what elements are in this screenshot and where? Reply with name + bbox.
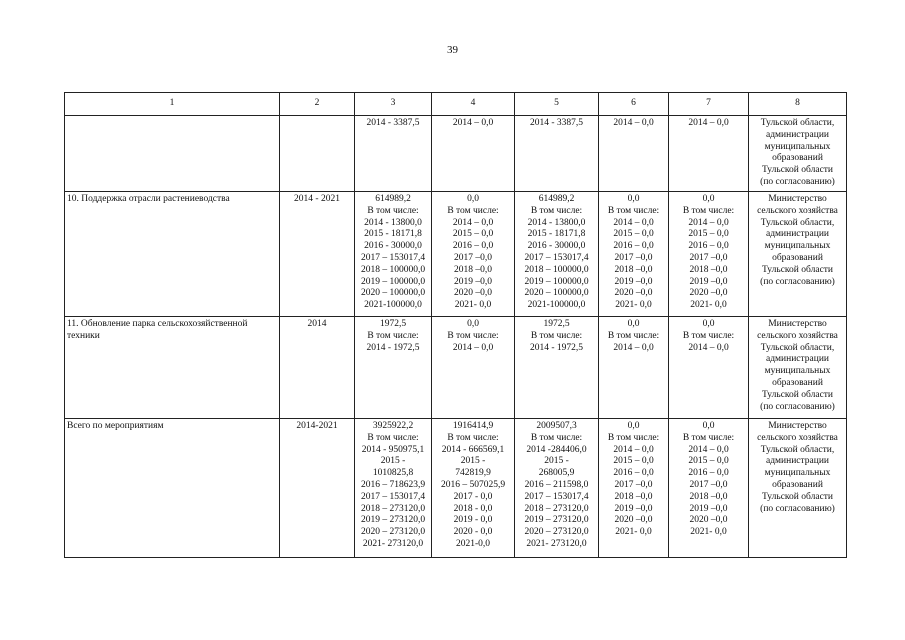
funding-line: 2014 - 13800,0: [527, 217, 586, 228]
funding-line: В том числе:: [682, 205, 735, 216]
responsible-line: образований: [772, 252, 823, 263]
funding-line: 2014 – 0,0: [688, 217, 729, 228]
funding-line: 2020 –0,0: [454, 288, 492, 299]
period-cell: [280, 419, 355, 558]
activity-name-cell: [65, 116, 280, 192]
responsible-cell: [749, 317, 847, 419]
page-number: 39: [447, 44, 458, 56]
funding-line: 2015 – 0,0: [688, 229, 729, 240]
funding-line: В том числе:: [367, 330, 419, 341]
funding-line: 2021-100000,0: [527, 300, 586, 311]
funding-line: 2015 - 18171,8: [527, 229, 586, 240]
funding-line: 2015 – 0,0: [452, 229, 494, 240]
funding-line: 0,0: [702, 319, 715, 329]
funding-line: 2014 – 0,0: [688, 444, 729, 455]
funding-line: В том числе:: [447, 432, 499, 443]
funding-line: 0,0: [627, 319, 640, 329]
funding-line: 2021- 0,0: [690, 527, 727, 538]
funding-line: 2017 – 153017,4: [360, 491, 426, 502]
funding-cell: [355, 317, 432, 419]
funding-line: В том числе:: [447, 330, 499, 341]
funding-line: 2020 – 100000,0: [524, 288, 589, 299]
responsible-line: муниципальных: [764, 366, 831, 377]
funding-line: 0,0: [627, 421, 640, 431]
responsible-line: Тульской области: [761, 264, 834, 275]
funding-line: 2015 – 0,0: [613, 456, 654, 467]
funding-cell: [599, 317, 669, 419]
funding-line: 2015 - 18171,8: [364, 229, 422, 240]
funding-line: 2019 –0,0: [689, 503, 728, 514]
funding-line: 2020 – 100000,0: [360, 288, 426, 299]
funding-line: 2017 –0,0: [689, 479, 728, 490]
activity-name: 11. Обновление парка сельскохозяйственной техники: [67, 319, 248, 341]
funding-cell: [432, 192, 515, 317]
funding-line: 2021- 273120,0: [526, 538, 587, 549]
funding-line: 2018 –0,0: [614, 264, 653, 275]
funding-line: 2014 - 666569,1: [441, 444, 505, 455]
funding-line: 2019 –0,0: [614, 503, 653, 514]
period-cell: [280, 317, 355, 419]
funding-cell: [432, 419, 515, 558]
funding-line: 2014 – 0,0: [613, 217, 654, 228]
funding-line: 2020 –0,0: [614, 288, 653, 299]
responsible-line: (по согласованию): [760, 276, 835, 287]
funding-line: 2014 – 0,0: [613, 444, 654, 455]
funding-line: 2020 - 0,0: [453, 527, 493, 538]
funding-line: В том числе:: [447, 205, 499, 216]
funding-line: 2009507,3: [536, 421, 577, 431]
header-cell: 1: [65, 93, 280, 116]
funding-line: 2016 - 30000,0: [527, 241, 586, 252]
responsible-line: (по согласованию): [760, 401, 835, 412]
funding-line: 2018 – 100000,0: [360, 264, 426, 275]
funding-line: 0,0: [627, 194, 640, 204]
period-cell: [280, 192, 355, 317]
funding-line: 2018 – 273120,0: [360, 503, 426, 514]
funding-line: В том числе:: [530, 205, 583, 216]
funding-line: 2014 -284406,0: [526, 444, 587, 455]
responsible-line: сельского хозяйства: [757, 205, 838, 216]
funding-line: 2018 –0,0: [689, 491, 728, 502]
period-cell: [280, 116, 355, 192]
funding-line: 0,0: [702, 421, 715, 431]
funding-line: 1972,5: [379, 319, 407, 329]
funding-line: 2016 – 0,0: [452, 241, 494, 252]
funding-cell: [515, 317, 599, 419]
funding-line: В том числе:: [530, 432, 583, 443]
responsible-line: образований: [772, 153, 823, 164]
funding-line: 2019 –0,0: [454, 276, 492, 287]
funding-line: В том числе:: [607, 205, 660, 216]
funding-line: 2020 –0,0: [614, 515, 653, 526]
funding-line: 2020 – 273120,0: [524, 527, 589, 538]
table-row: [65, 419, 847, 558]
responsible-line: муниципальных: [764, 141, 831, 152]
funding-line: 2014 – 0,0: [452, 217, 494, 228]
funding-line: 614989,2: [375, 194, 411, 204]
responsible-line: Тульской области: [761, 389, 834, 400]
responsible-line: Тульской области,: [760, 118, 835, 128]
activity-name-cell: [65, 419, 280, 558]
funding-line: 2021- 0,0: [615, 300, 652, 311]
header-cell: 7: [669, 93, 749, 116]
responsible-line: администрации: [765, 456, 830, 467]
funding-line: 2014 – 0,0: [613, 118, 654, 128]
funding-line: 2016 – 0,0: [688, 241, 729, 252]
responsible-line: Тульской области,: [760, 217, 835, 228]
responsible-line: Тульской области,: [760, 342, 835, 353]
funding-line: 2017 –0,0: [614, 252, 653, 263]
funding-cell: [355, 192, 432, 317]
period-value: 2014 - 2021: [294, 194, 340, 204]
funding-line: 1916414,9: [452, 421, 494, 431]
funding-line: 742819,9: [455, 468, 491, 479]
budget-table: [64, 92, 847, 558]
funding-line: 2017 – 153017,4: [360, 252, 426, 263]
header-cell: 8: [749, 93, 847, 116]
funding-cell: [599, 116, 669, 192]
funding-line: 2019 – 273120,0: [524, 515, 589, 526]
funding-line: 2016 – 718623,9: [360, 479, 426, 490]
funding-line: 1010825,8: [372, 468, 414, 479]
activity-name: Всего по мероприятиям: [67, 421, 164, 431]
responsible-line: сельского хозяйства: [757, 330, 838, 341]
funding-line: 2017 –0,0: [454, 252, 492, 263]
header-cell: 4: [432, 93, 515, 116]
funding-cell: [669, 419, 749, 558]
funding-line: 2019 – 273120,0: [360, 515, 426, 526]
funding-cell: [669, 317, 749, 419]
funding-cell: [599, 192, 669, 317]
funding-line: 2014 - 3387,5: [529, 118, 584, 128]
funding-line: 2021- 0,0: [454, 300, 492, 311]
responsible-line: образований: [772, 377, 823, 388]
funding-line: 2017 –0,0: [614, 479, 653, 490]
funding-line: 2018 - 0,0: [453, 503, 493, 514]
funding-line: 2016 – 0,0: [688, 468, 729, 479]
funding-line: 2017 – 153017,4: [524, 491, 589, 502]
funding-line: 2014 - 950975,1: [361, 444, 425, 455]
header-cell: 5: [515, 93, 599, 116]
funding-line: 2016 – 507025,9: [440, 479, 506, 490]
funding-line: 268005,9: [538, 468, 575, 479]
funding-line: 2018 –0,0: [454, 264, 492, 275]
funding-line: 614989,2: [538, 194, 575, 204]
responsible-line: сельского хозяйства: [757, 432, 838, 443]
funding-line: 2016 – 0,0: [613, 468, 654, 479]
funding-line: 3925922,2: [372, 421, 414, 431]
responsible-line: Тульской области,: [760, 444, 835, 455]
funding-line: 2017 – 153017,4: [524, 252, 589, 263]
responsible-line: образований: [772, 479, 823, 490]
funding-cell: [432, 317, 515, 419]
responsible-line: муниципальных: [764, 241, 831, 252]
table-body: [65, 116, 847, 558]
funding-line: 2019 –0,0: [689, 276, 728, 287]
funding-line: 1972,5: [543, 319, 570, 329]
responsible-line: (по согласованию): [760, 503, 835, 514]
responsible-line: Министерство: [768, 319, 827, 329]
responsible-line: муниципальных: [764, 468, 831, 479]
funding-line: 2014 – 0,0: [688, 342, 729, 353]
responsible-line: администрации: [765, 354, 830, 365]
funding-line: 2017 - 0,0: [453, 491, 493, 502]
funding-line: В том числе:: [682, 330, 735, 341]
funding-line: В том числе:: [530, 330, 583, 341]
funding-line: 2015 – 0,0: [688, 456, 729, 467]
funding-line: 0,0: [467, 194, 479, 204]
funding-line: 2018 –0,0: [689, 264, 728, 275]
responsible-line: администрации: [765, 229, 830, 240]
funding-line: В том числе:: [367, 432, 419, 443]
funding-line: 2014 - 3387,5: [366, 118, 420, 128]
funding-line: 2020 –0,0: [689, 288, 728, 299]
funding-line: 2014 - 13800,0: [364, 217, 422, 228]
funding-line: 2019 - 0,0: [453, 515, 493, 526]
funding-line: 2018 – 100000,0: [524, 264, 589, 275]
funding-line: 2020 – 273120,0: [360, 527, 426, 538]
funding-line: 2021- 273120,0: [362, 538, 424, 549]
funding-line: 2020 –0,0: [689, 515, 728, 526]
funding-line: 2021-100000,0: [364, 300, 422, 311]
responsible-line: Тульской области: [761, 165, 834, 176]
funding-line: В том числе:: [367, 205, 419, 216]
funding-line: 0,0: [467, 319, 479, 329]
funding-cell: [432, 116, 515, 192]
funding-line: 2017 –0,0: [689, 252, 728, 263]
funding-line: 2019 – 100000,0: [524, 276, 589, 287]
funding-line: 2014 – 0,0: [452, 118, 494, 128]
responsible-line: администрации: [765, 129, 830, 140]
responsible-line: Министерство: [768, 421, 827, 431]
responsible-line: Тульской области: [761, 491, 834, 502]
funding-line: 2014 - 1972,5: [529, 342, 584, 353]
funding-line: В том числе:: [607, 330, 660, 341]
funding-cell: [599, 419, 669, 558]
funding-cell: [669, 116, 749, 192]
header-cell: 6: [599, 93, 669, 116]
funding-line: 2021- 0,0: [615, 527, 652, 538]
period-value: 2014-2021: [296, 421, 338, 431]
funding-cell: [355, 419, 432, 558]
header-cell: 2: [280, 93, 355, 116]
funding-line: 2018 – 273120,0: [524, 503, 589, 514]
activity-name: 10. Поддержка отрасли растениеводства: [67, 194, 230, 204]
funding-cell: [669, 192, 749, 317]
responsible-cell: [749, 419, 847, 558]
funding-line: 2015 -: [544, 456, 569, 467]
funding-line: 2018 –0,0: [614, 491, 653, 502]
funding-line: 2016 – 0,0: [613, 241, 654, 252]
funding-line: 2015 -: [460, 456, 486, 467]
responsible-line: (по согласованию): [760, 176, 835, 187]
table-row: [65, 192, 847, 317]
funding-line: В том числе:: [682, 432, 735, 443]
funding-line: 2019 – 100000,0: [360, 276, 426, 287]
funding-line: 0,0: [702, 194, 715, 204]
activity-name-cell: [65, 317, 280, 419]
funding-line: 2014 - 1972,5: [366, 342, 420, 353]
funding-line: В том числе:: [607, 432, 660, 443]
funding-line: 2021-0,0: [455, 538, 491, 549]
funding-line: 2014 – 0,0: [613, 342, 654, 353]
funding-cell: [515, 116, 599, 192]
funding-line: 2014 – 0,0: [452, 342, 494, 353]
responsible-cell: [749, 116, 847, 192]
table-row: [65, 116, 847, 192]
funding-cell: [515, 192, 599, 317]
funding-cell: [515, 419, 599, 558]
funding-line: 2016 - 30000,0: [364, 241, 422, 252]
funding-line: 2015 – 0,0: [613, 229, 654, 240]
header-row: [65, 93, 847, 116]
header-cell: 3: [355, 93, 432, 116]
funding-line: 2014 – 0,0: [688, 118, 729, 128]
responsible-line: Министерство: [768, 194, 827, 204]
table-row: [65, 317, 847, 419]
period-value: 2014: [307, 319, 327, 329]
funding-line: 2019 –0,0: [614, 276, 653, 287]
activity-name-cell: [65, 192, 280, 317]
responsible-cell: [749, 192, 847, 317]
funding-cell: [355, 116, 432, 192]
funding-line: 2016 – 211598,0: [524, 479, 589, 490]
funding-line: 2021- 0,0: [690, 300, 727, 311]
funding-line: 2015 -: [380, 456, 406, 467]
